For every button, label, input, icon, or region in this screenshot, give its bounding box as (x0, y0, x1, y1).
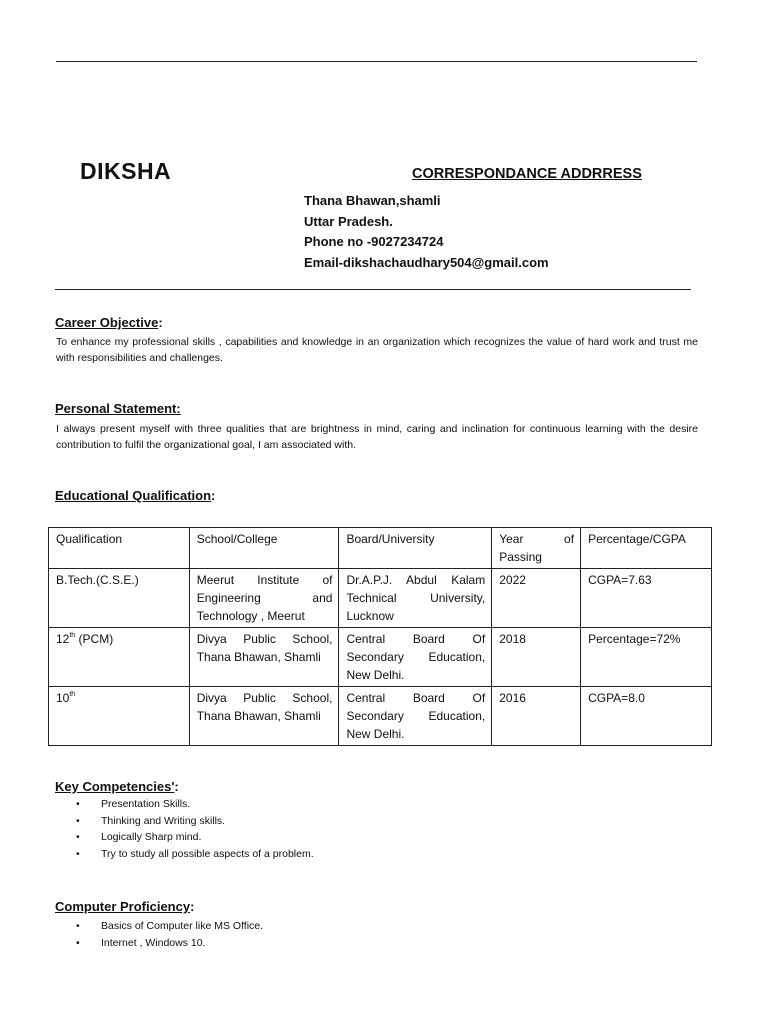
computer-proficiency-list (56, 918, 263, 951)
list-item: • Try to study all possible aspects of a problem. (56, 846, 314, 863)
column-header-score: Percentage/CGPA (581, 528, 712, 569)
computer-proficiency-heading: Computer Proficiency: (55, 899, 195, 914)
list-item: • Basics of Computer like MS Office. (56, 918, 263, 935)
school-cell: Meerut Institute of Engineering and Technology , Meerut (189, 569, 339, 628)
column-header-year: Year of Passing (492, 528, 581, 569)
year-cell: 2022 (492, 569, 581, 628)
bullet-icon: • (76, 814, 80, 827)
correspondence-address-title: CORRESPONDANCE ADDRRESS (412, 166, 642, 182)
career-objective-heading: Career Objective: (55, 315, 163, 330)
bullet-icon: • (76, 848, 80, 861)
table-row (49, 628, 712, 687)
list-item: • Presentation Skills. (56, 796, 314, 813)
candidate-name: DIKSHA (80, 158, 172, 184)
list-item: • Logically Sharp mind. (56, 829, 314, 846)
year-cell: 2016 (492, 687, 581, 746)
board-cell: Central Board Of Secondary Education, New Delhi. (339, 628, 492, 687)
school-cell: Divya Public School, Thana Bhawan, Shamli (189, 687, 339, 746)
top-divider (56, 61, 697, 62)
personal-statement-heading: Personal Statement: (55, 401, 181, 416)
board-cell: Central Board Of Secondary Education, New Delhi. (339, 687, 492, 746)
column-header-qualification: Qualification (49, 528, 190, 569)
key-competencies-heading: Key Competencies': (55, 779, 179, 794)
column-header-board: Board/University (339, 528, 492, 569)
table-header-row (49, 528, 712, 569)
score-cell: Percentage=72% (581, 628, 712, 687)
address-line-1: Thana Bhawan,shamli (304, 193, 441, 208)
phone-line: Phone no -9027234724 (304, 234, 444, 249)
key-competencies-list (56, 796, 314, 863)
table-row (49, 569, 712, 628)
year-cell: 2018 (492, 628, 581, 687)
bullet-icon: • (76, 831, 80, 844)
address-line-2: Uttar Pradesh. (304, 214, 393, 229)
email-line: Email-dikshachaudhary504@gmail.com (304, 255, 549, 270)
score-cell: CGPA=7.63 (581, 569, 712, 628)
header-divider (55, 289, 691, 290)
qualification-cell: 12th (PCM) (49, 628, 190, 687)
score-cell: CGPA=8.0 (581, 687, 712, 746)
career-objective-text: To enhance my professional skills , capabilities and knowledge in an organization which recognizes the value of hard work and trust me with responsibilities and challenges. (56, 336, 698, 364)
qualification-cell: B.Tech.(C.S.E.) (49, 569, 190, 628)
education-heading: Educational Qualification: (55, 488, 216, 503)
bullet-icon: • (76, 798, 80, 810)
board-cell: Dr.A.P.J. Abdul Kalam Technical University, Lucknow (339, 569, 492, 628)
personal-statement-text: I always present myself with three qualities that are brightness in mind, caring and inclination for continuous learning with the desire contribution to fulfil the organizational goal, I am associated with. (56, 423, 698, 451)
education-table (48, 527, 712, 746)
school-cell: Divya Public School, Thana Bhawan, Shamli (189, 628, 339, 687)
table-row (49, 687, 712, 746)
list-item: • Thinking and Writing skills. (56, 813, 314, 830)
bullet-icon: • (76, 920, 80, 932)
qualification-cell: 10th (49, 687, 190, 746)
list-item: • Internet , Windows 10. (56, 935, 263, 952)
bullet-icon: • (76, 936, 80, 949)
column-header-school: School/College (189, 528, 339, 569)
